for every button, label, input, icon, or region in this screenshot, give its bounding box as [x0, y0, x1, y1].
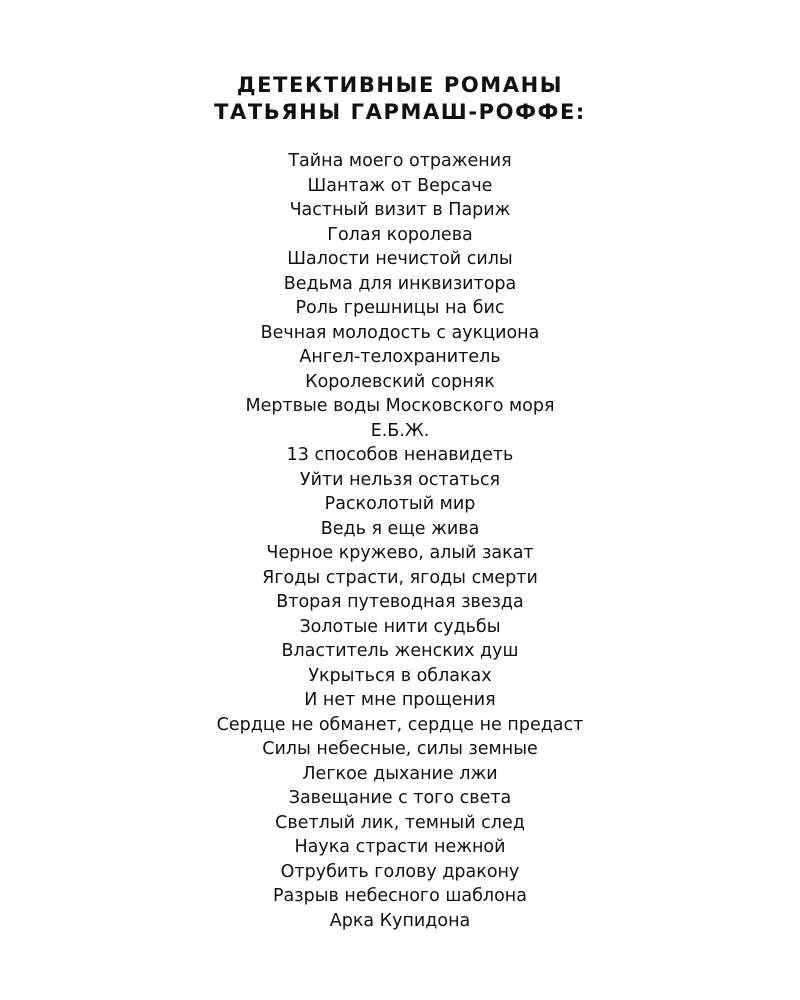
novel-title: Шантаж от Версаче	[307, 175, 493, 196]
novel-title: Ведьма для инквизитора	[283, 273, 517, 294]
heading-line-1: ДЕТЕКТИВНЫЕ РОМАНЫ	[236, 73, 564, 97]
novel-title: Голая королева	[327, 224, 473, 245]
novel-title: Светлый лик, темный след	[275, 812, 525, 833]
novel-title: Силы небесные, силы земные	[262, 739, 538, 759]
novel-titles-list	[0, 149, 800, 933]
novel-title: Властитель женских душ	[281, 641, 519, 661]
novel-title: Легкое дыхание лжи	[302, 763, 498, 784]
novel-title: Сердце не обманет, сердце не предаст	[216, 714, 584, 735]
novel-title: Арка Купидона	[329, 910, 471, 931]
novel-title: 13 способов ненавидеть	[286, 445, 514, 465]
novel-title: Отрубить голову дракону	[280, 861, 520, 882]
novel-title: Тайна моего отражения	[288, 151, 512, 171]
novel-title: Е.Б.Ж.	[370, 420, 430, 441]
novel-title: Наука страсти нежной	[294, 837, 506, 857]
novel-title: Шалости нечистой силы	[287, 249, 513, 269]
novel-title: Вторая путеводная звезда	[276, 592, 524, 612]
novel-title: Черное кружево, алый закат	[266, 543, 534, 563]
novel-title: Вечная молодость с аукциона	[260, 322, 540, 343]
novel-title: Ангел-телохранитель	[299, 347, 501, 367]
novel-title: Золотые нити судьбы	[299, 616, 501, 637]
novel-title: Расколотый мир	[324, 494, 476, 514]
page-heading	[0, 72, 800, 126]
novel-title: Роль грешницы на бис	[295, 298, 505, 318]
novel-title: Уйти нельзя остаться	[299, 469, 501, 490]
novel-title: Ягоды страсти, ягоды смерти	[262, 567, 538, 588]
heading-line-2: ТАТЬЯНЫ ГАРМАШ-РОФФЕ:	[214, 100, 586, 124]
novel-title: Разрыв небесного шаблона	[273, 886, 527, 906]
novel-title: Завещание с того света	[288, 788, 512, 808]
novel-title: Частный визит в Париж	[289, 200, 511, 220]
novel-title: Королевский сорняк	[305, 371, 495, 392]
novel-title: Ведь я еще жива	[320, 518, 480, 539]
novel-title: Укрыться в облаках	[308, 665, 492, 686]
novel-title: И нет мне прощения	[304, 690, 496, 710]
novel-title: Мертвые воды Московского моря	[245, 396, 555, 416]
